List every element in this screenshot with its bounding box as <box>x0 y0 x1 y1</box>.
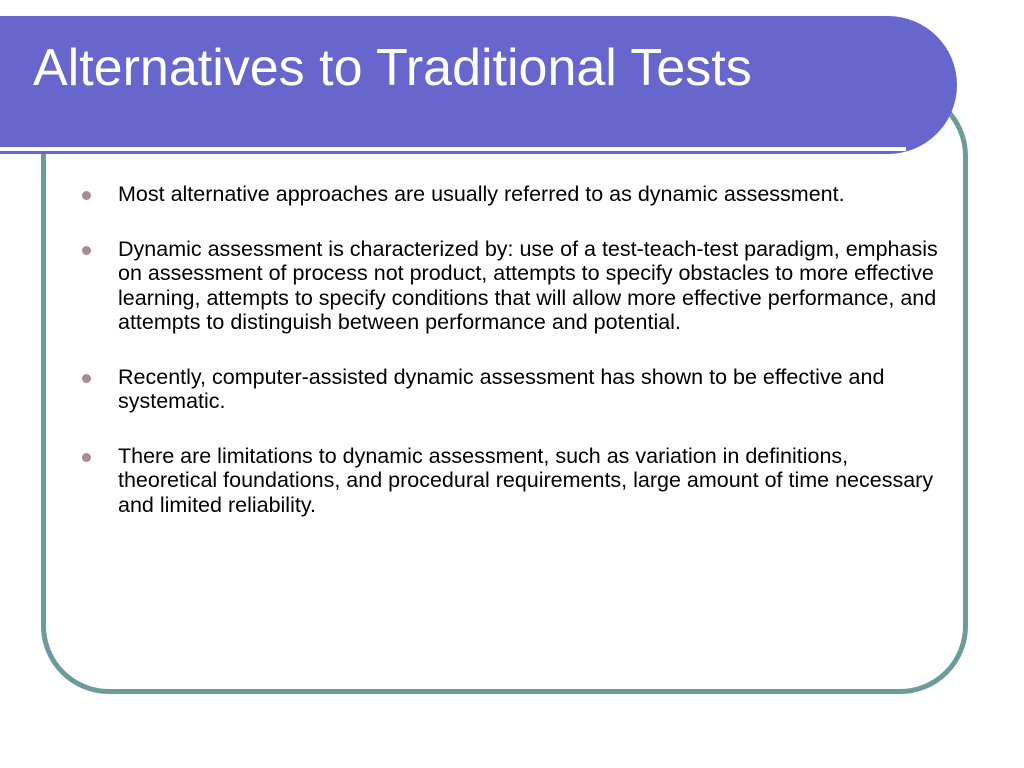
bullet-text: Recently, computer-assisted dynamic assessment has shown to be effective and systematic. <box>118 364 885 413</box>
title-underline <box>0 147 906 151</box>
bullet-text: Most alternative approaches are usually referred to as dynamic assessment. <box>118 182 845 206</box>
bullet-dot-icon <box>82 453 91 462</box>
bullet-dot-icon <box>82 246 91 255</box>
bullet-text: There are limitations to dynamic assessment, such as variation in definitions, theoretical foundations, and procedural requirements, large amount of time necessary and limited reliability. <box>118 443 934 517</box>
bullet-text: Dynamic assessment is characterized by: use of a test-teach-test paradigm, emphasis on assessment of process not product, attempts to specify obstacles to more effective learning, attempts to specify conditions that will allow more effective performance, and attempts to distinguish between performance and potential. <box>118 236 938 334</box>
bullet-dot-icon <box>82 191 91 200</box>
slide-title: Alternatives to Traditional Tests <box>33 39 752 97</box>
bullet-item <box>80 365 940 414</box>
bullet-item <box>80 237 940 335</box>
bullet-dot-icon <box>82 374 91 383</box>
bullet-item <box>80 444 940 518</box>
bullet-list <box>80 182 940 547</box>
bullet-item <box>80 182 940 207</box>
